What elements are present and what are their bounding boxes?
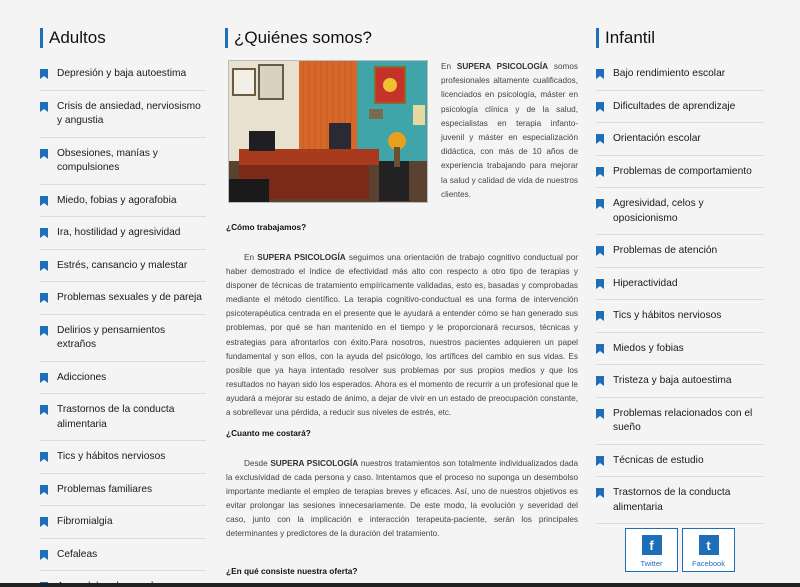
- list-item[interactable]: [40, 474, 206, 507]
- list-item-label: Miedo, fobias y agorafobia: [57, 194, 177, 206]
- list-item-label: Estrés, cansancio y malestar: [57, 259, 188, 271]
- bookmark-icon: [596, 409, 604, 419]
- list-item[interactable]: [40, 441, 206, 474]
- paragraph-cuanto-costara: Desde SUPERA PSICOLOGÍA nuestros tratamientos son totalmente individualizados dada la exclusividad de cada persona y caso. Intentamos que el proceso no suponga un desembolso importante mediante el empleo de terapias breves y eficaces. Así, uno de nuestros objetivos es evitar prolongar las sesiones innecesariamente. De este modo, la evolución y severidad del caso, junto con la implicación e interacción terapeuta-paciente, serán los principales determinantes y predictores de la duración del tratamiento.: [226, 459, 578, 539]
- list-item-label: Fibromialgia: [57, 516, 113, 527]
- list-item-label: Crisis de ansiedad, nerviosismo y angustia: [57, 100, 201, 126]
- list-item[interactable]: [40, 539, 206, 572]
- bookmark-icon: [40, 485, 48, 495]
- bookmark-icon: [596, 311, 604, 321]
- facebook-logo-icon: f: [642, 535, 662, 555]
- office-photo: [228, 60, 428, 203]
- list-item[interactable]: [40, 394, 206, 441]
- list-item[interactable]: [596, 333, 764, 366]
- list-item[interactable]: [596, 477, 764, 524]
- list-item-label: Problemas familiares: [57, 483, 153, 495]
- facebook-button[interactable]: [682, 528, 735, 572]
- list-item-label: Agresividad, celos y oposicionismo: [613, 198, 704, 224]
- list-item[interactable]: [40, 315, 206, 362]
- intro-text: En SUPERA PSICOLOGÍA somos profesionales altamente cualificados, licenciados en psicología, máster en psicología clínica y de la salud, especialistas en terapia infanto-juvenil y máster en especialización didáctica, con más de 10 años de experiencia trabajando para mejorar la salud y calidad de vida de nuestros clientes.: [441, 62, 579, 199]
- bookmark-icon: [40, 261, 48, 271]
- question-oferta: ¿En qué consiste nuestra oferta?: [226, 566, 358, 576]
- list-item-label: Dificultades de aprendizaje: [613, 100, 736, 112]
- infantil-heading: Infantil: [596, 28, 655, 48]
- bookmark-icon: [596, 456, 604, 466]
- twitter-button[interactable]: [625, 528, 678, 572]
- bookmark-icon: [596, 69, 604, 79]
- question-como-trabajamos: ¿Cómo trabajamos?: [226, 222, 307, 232]
- paragraph-como-trabajamos: En SUPERA PSICOLOGÍA seguimos una orientación de trabajo cognitivo conductual por haber demostrado el índice de efectividad más alto con respecto a otro tipo de terapias y disponer de técnicas de tratamiento empíricamente validadas, esto es, basadas y comprobadas mediante el método científico. La terapia cognitivo-conductual es una forma de intervención psicoterapéutica centrada en el presente que le ayudará a entender cómo se han generado sus problemas, por qué se han mantenido en el tiempo y le proporcionará recursos, técnicas y estrategias para afrontarlos con éxito.Para nosotros, nuestros pacientes adquieren un papel fundamental y son ellos, con la ayuda del psicólogo, los artífices del cambio en sus vidas. Es posible que ya haya intentado resolver sus problemas por sus propios medios y que los resultados no hayan sido los esperados. Ahora es el momento de recurrir a un profesional que le ayudará a mejorar su estado de ánimo, a dejar de vivir en un estado de preocupación constante, a sobrellevar una pérdida, a reducir sus niveles de estrés, etc.: [226, 253, 578, 418]
- list-item-label: Ira, hostilidad y agresividad: [57, 227, 181, 238]
- bookmark-icon: [40, 550, 48, 560]
- list-item-label: Adicciones: [57, 371, 107, 383]
- list-item[interactable]: [596, 365, 764, 398]
- question-cuanto-costara: ¿Cuanto me costará?: [226, 428, 311, 438]
- list-item[interactable]: [40, 58, 206, 91]
- list-item-label: Miedos y fobias: [613, 342, 684, 354]
- list-item-label: Problemas de comportamiento: [613, 165, 752, 177]
- list-item[interactable]: [596, 123, 764, 156]
- list-item-label: Problemas de atención: [613, 245, 718, 256]
- list-item[interactable]: [40, 282, 206, 315]
- office-photo-illustration: [229, 61, 428, 203]
- list-item[interactable]: [40, 217, 206, 250]
- list-item[interactable]: [40, 91, 206, 138]
- bookmark-icon: [40, 373, 48, 383]
- list-item-label: Obsesiones, manías y compulsiones: [57, 147, 158, 173]
- list-item-label: Depresión y baja autoestima: [57, 68, 187, 79]
- bookmark-icon: [596, 134, 604, 144]
- bookmark-icon: [40, 102, 48, 112]
- list-item[interactable]: [40, 185, 206, 218]
- list-item-label: Hiperactividad: [613, 277, 678, 289]
- list-item-label: Tristeza y baja autoestima: [613, 375, 732, 386]
- list-item-label: Trastornos de la conducta alimentaria: [57, 404, 175, 430]
- list-item[interactable]: [596, 398, 764, 445]
- list-item-label: Cefaleas: [57, 548, 98, 560]
- adultos-list: [40, 58, 206, 587]
- bookmark-icon: [40, 517, 48, 527]
- bookmark-icon: [596, 488, 604, 498]
- list-item[interactable]: [596, 445, 764, 478]
- list-item-label: Orientación escolar: [613, 133, 701, 144]
- list-item-label: Bajo rendimiento escolar: [613, 68, 726, 79]
- list-item[interactable]: [596, 268, 764, 301]
- bookmark-icon: [40, 69, 48, 79]
- bookmark-icon: [40, 228, 48, 238]
- bookmark-icon: [596, 199, 604, 209]
- list-item[interactable]: [40, 506, 206, 539]
- list-item[interactable]: [40, 250, 206, 283]
- list-item-label: Problemas relacionados con el sueño: [613, 407, 753, 433]
- list-item[interactable]: [596, 58, 764, 91]
- list-item-label: Problemas sexuales y de pareja: [57, 292, 202, 303]
- infantil-list: [596, 58, 764, 524]
- bookmark-icon: [596, 344, 604, 354]
- twitter-logo-icon: t: [699, 535, 719, 555]
- quienes-somos-heading: ¿Quiénes somos?: [225, 28, 372, 48]
- bookmark-icon: [596, 246, 604, 256]
- bookmark-icon: [40, 326, 48, 336]
- bookmark-icon: [40, 196, 48, 206]
- bookmark-icon: [40, 405, 48, 415]
- list-item[interactable]: [40, 362, 206, 395]
- bookmark-icon: [596, 279, 604, 289]
- bookmark-icon: [596, 102, 604, 112]
- facebook-label: Facebook: [692, 559, 725, 568]
- bookmark-icon: [596, 376, 604, 386]
- bookmark-icon: [40, 293, 48, 303]
- list-item[interactable]: [596, 188, 764, 235]
- list-item[interactable]: [40, 138, 206, 185]
- bookmark-icon: [40, 452, 48, 462]
- footer-bar: [0, 583, 800, 587]
- list-item[interactable]: [596, 300, 764, 333]
- list-item-label: Tics y hábitos nerviosos: [613, 310, 722, 321]
- bookmark-icon: [596, 167, 604, 177]
- bookmark-icon: [40, 149, 48, 159]
- brand-name: SUPERA PSICOLOGÍA: [456, 62, 549, 71]
- list-item-label: Técnicas de estudio: [613, 454, 704, 466]
- list-item[interactable]: [596, 156, 764, 189]
- list-item[interactable]: [596, 91, 764, 124]
- adultos-heading: Adultos: [40, 28, 106, 48]
- list-item[interactable]: [596, 235, 764, 268]
- list-item-label: Tics y hábitos nerviosos: [57, 451, 166, 462]
- list-item-label: Trastornos de la conducta alimentaria: [613, 487, 731, 513]
- twitter-label: Twitter: [640, 559, 663, 568]
- list-item-label: Delirios y pensamientos extraños: [57, 324, 166, 350]
